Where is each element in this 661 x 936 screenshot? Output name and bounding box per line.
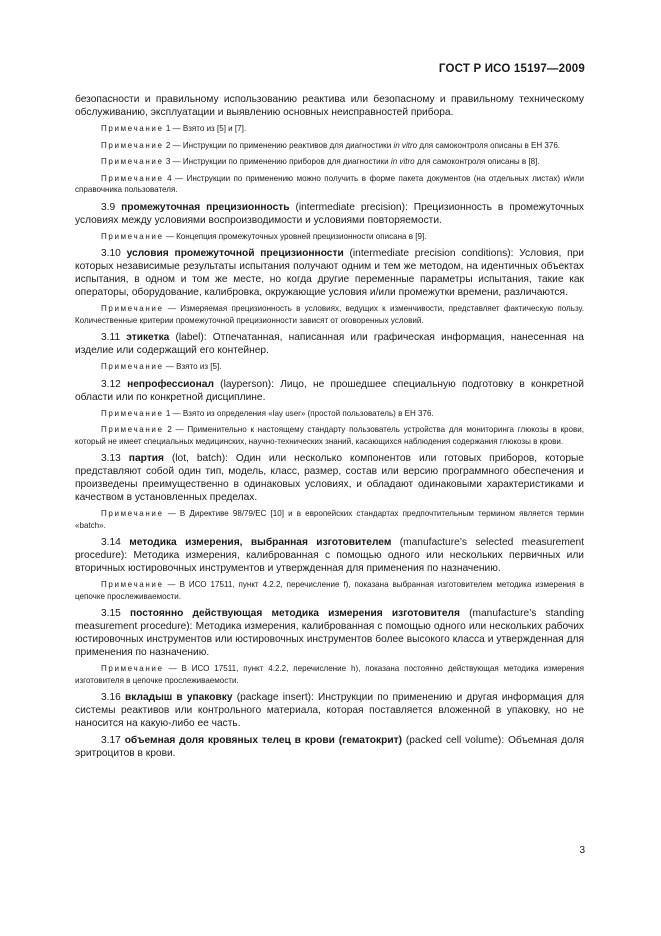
continuation-paragraph: безопасности и правильному использованию реактива или безопасному и правильному техническому обслуживанию, эксплуатации и выявлению основных неисправностей прибора. xyxy=(75,94,584,118)
definition-3-15: 3.15 постоянно действующая методика измерения изготовителя (manufacture’s standing measurement procedure): Методика измерения, калиброванная с помощью одного или нескольких рабочих юстировочных инструментов или юстировочных инструментов более высокого класса и утвержденная для применения по назначению. xyxy=(75,608,584,658)
page-content xyxy=(75,93,584,764)
definition-3-14: 3.14 методика измерения, выбранная изготовителем (manufacture’s selected measurement procedure): Методика измерения, калиброванная с помощью одного или нескольких первичных или вторичных юстировочных инструментов и утвержденная для применения по назначению. xyxy=(75,537,584,574)
note-3-12-2: Примечание 2 — Применительно к настоящему стандарту пользователь устройства для мониторинга глюкозы в крови, который не имеет специальных медицинских, научно-технических знаний, касающихся наблюдения содержания глюкозы в крови. xyxy=(75,425,584,446)
note-3-14: Примечание — В ИСО 17511, пункт 4.2.2, перечисление f), показана выбранная изготовителем методика измерения в цепочке прослеживаемости. xyxy=(75,580,584,601)
definition-3-11: 3.11 этикетка (label): Отпечатанная, написанная или графическая информация, нанесенная на изделие или содержащий его контейнер. xyxy=(75,332,584,356)
note-3-10: Примечание — Измеряемая прецизионность в условиях, ведущих к изменчивости, представляет фактическую пользу. Количественные критерии промежуточной прецизионности зависят от оговоренных условий. xyxy=(75,304,584,325)
note-3-11: Примечание — Взято из [5]. xyxy=(101,362,222,371)
note-3-12-1: Примечание 1 — Взято из определения «lay user» (простой пользователь) в ЕН 376. xyxy=(101,408,434,418)
definition-3-9: 3.9 промежуточная прецизионность (intermediate precision): Прецизионность в промежуточных условиях между условиями воспроизводимости и условиями повторяемости. xyxy=(75,201,584,226)
standard-code-header: ГОСТ Р ИСО 15197—2009 xyxy=(438,63,585,75)
note-3: Примечание 3 — Инструкции по применению приборов для диагностики in vitro для самоконтроля описаны в [8]. xyxy=(101,157,540,166)
note-1: Примечание 1 — Взято из [5] и [7]. xyxy=(101,124,247,133)
note-3-15: Примечание — В ИСО 17511, пункт 4.2.2, перечисление h), показана постоянно действующая методика измерения изготовителя в цепочке прослеживаемости. xyxy=(75,664,584,685)
definition-3-13: 3.13 партия (lot, batch): Один или несколько компонентов или готовых приборов, которые представляют собой один тип, модель, класс, размер, состав или версию программного обеспечения и произведены преимущественно в одинаковых условиях, и обладают одинаковыми характеристиками и качеством в установленных пределах. xyxy=(75,453,584,503)
note-3-13: Примечание — В Директиве 98/79/ЕС [10] и в европейских стандартах предпочтительным термином является термин «batch». xyxy=(75,509,584,530)
definition-3-12: 3.12 непрофессионал (layperson): Лицо, не прошедшее специальную подготовку в конкретной области или по конкретной дисциплине. xyxy=(75,378,584,403)
definition-3-10: 3.10 условия промежуточной прецизионности (intermediate precision conditions): Условия, при которых независимые результаты испытания получают одним и тем же методом, на идентичных объектах испытания, в одном и том же месте, но когда другие переменные параметры испытания, такие как операторы, оборудование, калибровка, окружающие условия и/или промежутки времени, различаются. xyxy=(75,248,584,298)
page-number: 3 xyxy=(579,845,585,856)
definition-3-16: 3.16 вкладыш в упаковку (package insert): Инструкции по применению и другая информация для системы реактивов или контрольного материала, которая поставляется вложенной в упаковку, но не наносится на какую-либо ее часть. xyxy=(75,692,584,729)
note-4: Примечание 4 — Инструкции по применению можно получить в форме пакета документов (на отдельных листах) и/или справочника пользователя. xyxy=(75,173,584,194)
note-2: Примечание 2 — Инструкции по применению реактивов для диагностики in vitro для самоконтроля описаны в ЕН 376. xyxy=(101,140,561,150)
definition-3-17: 3.17 объемная доля кровяных телец в крови (гематокрит) (packed cell volume): Объемная доля эритроцитов в крови. xyxy=(75,735,584,759)
note-3-9: Примечание — Концепция промежуточных уровней прецизионности описана в [9]. xyxy=(101,231,427,241)
